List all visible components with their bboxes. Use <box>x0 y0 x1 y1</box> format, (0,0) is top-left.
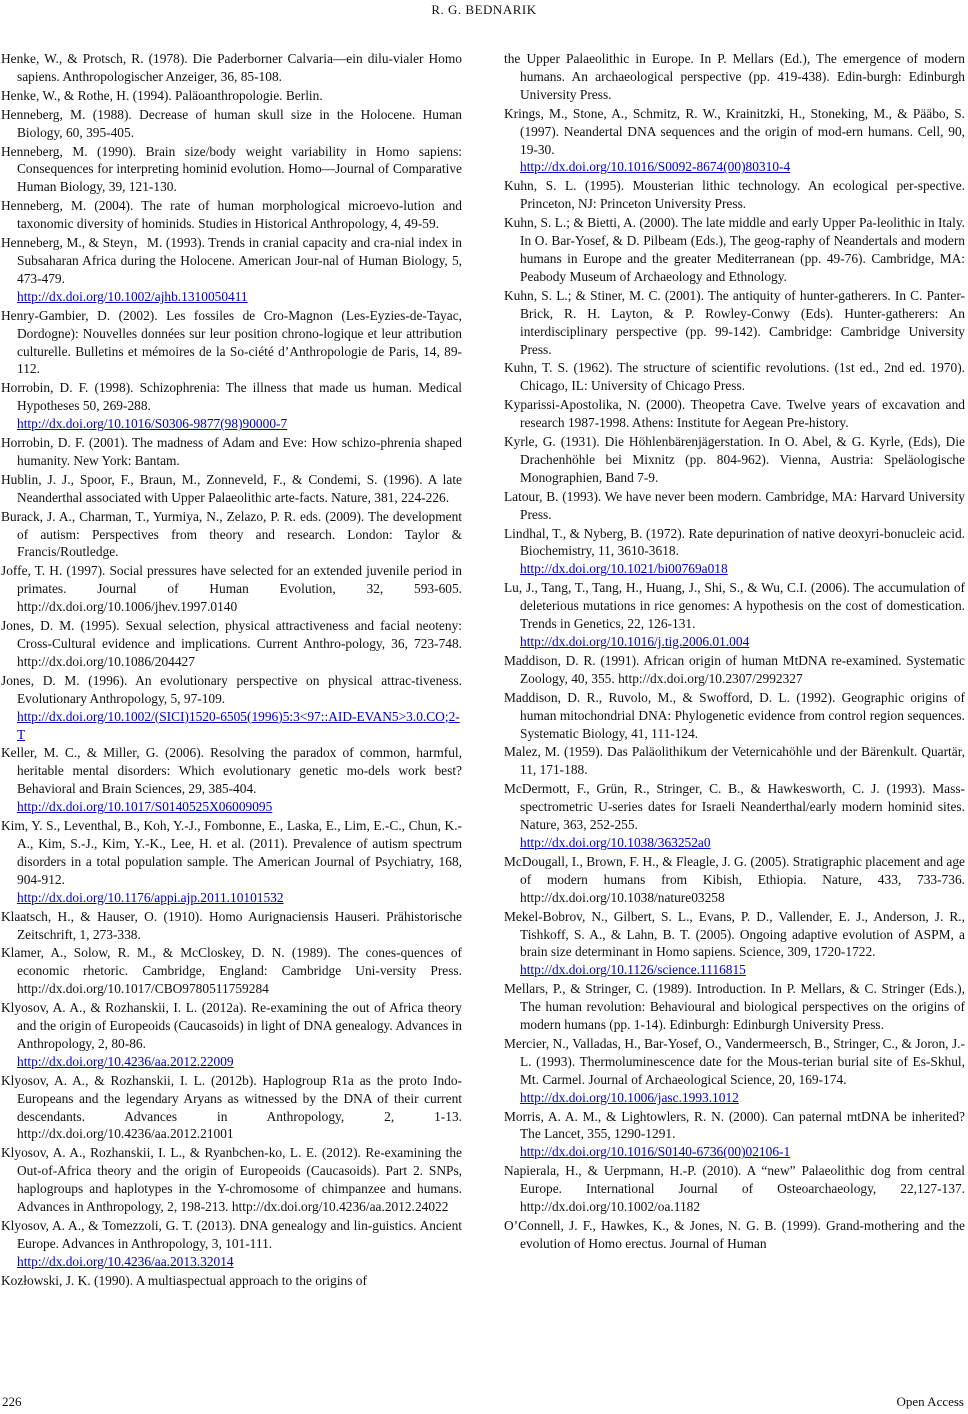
reference-entry: Henneberg, M. (2004). The rate of human morphological microevo-lution and taxonomic diversity of hominids. Studies in Historical Anthropology, 4, 49-59. <box>1 198 462 232</box>
reference-entry: Klyosov, A. A., & Tomezzoli, G. T. (2013). DNA genealogy and lin-guistics. Ancient Europe. Advances in Anthropology, 3, 101-111. http://dx.doi.org/10.4236/aa.2013.32014 <box>1 1218 462 1269</box>
doi-link[interactable]: http://dx.doi.org/10.1038/363252a0 <box>520 834 711 850</box>
reference-entry: Horrobin, D. F. (2001). The madness of Adam and Eve: How schizo-phrenia shaped humanity. New York: Bantam. <box>1 435 462 468</box>
reference-entry: Maddison, D. R., Ruvolo, M., & Swofford, D. L. (1992). Geographic origins of human mitochondrial DNA: Phylogenetic evidence from control region sequences. Systematic Biology, 41, 111-124. <box>504 689 965 741</box>
reference-entry: Joffe, T. H. (1997). Social pressures have selected for an extended juvenile period in primates. Journal of Human Evolution, 32, 593-605. http://dx.doi.org/10.1006/jhev.1997.0140 <box>1 563 462 615</box>
page-number: 226 <box>2 1394 22 1409</box>
reference-entry: Klyosov, A. A., & Rozhanskii, I. L. (2012a). Re-examining the out of Africa theory and the origin of Europeoids (Caucasoids) in light of DNA genealogy. Advances in Anthropology, 2, 80-86. http://dx.doi.org/10.4236/aa.2012.22009 <box>1 1000 462 1069</box>
reference-entry: Jones, D. M. (1995). Sexual selection, physical attractiveness and facial neoteny: Cross-Cultural evidence and implications. Current Anthro-pology, 36, 723-748. http://dx.doi.org/10.1086/204427 <box>1 618 462 669</box>
reference-entry: Henneberg, M., & Steyn，M. (1993). Trends in cranial capacity and cra-nial index in Subsaharan Africa during the Holocene. American Jour-nal of Human Biology, 5, 473-479. http://dx.doi.org/10.1002/ajhb.1310050411 <box>1 235 462 304</box>
reference-entry: Malez, M. (1959). Das Paläolithikum der Veternicahöhle und der Bärenkult. Quartär, 11, 171-188. <box>504 744 965 778</box>
reference-entry: Lindhal, T., & Nyberg, B. (1972). Rate depurination of native deoxyri-bonucleic acid. Biochemistry, 11, 3610-3618. http://dx.doi.org/10.1021/bi00769a018 <box>504 525 965 577</box>
reference-entry: Kuhn, T. S. (1962). The structure of scientific revolutions. (1st ed., 2nd ed. 1970). Chicago, IL: University of Chicago Press. <box>504 360 965 394</box>
reference-entry: Henke, W., & Rothe, H. (1994). Paläoanthropologie. Berlin. <box>1 87 323 103</box>
reference-entry: the Upper Palaeolithic in Europe. In P. Mellars (Ed.), The emergence of modern humans. An archaeological perspective (pp. 419-438). Edin-burgh: Edinburgh University Press. <box>504 51 965 102</box>
reference-entry: McDermott, F., Grün, R., Stringer, C. B., & Hawkesworth, C. J. (1993). Mass-spectrometric U-series dates for Israeli Neanderthal/early modern hominid sites. Nature, 363, 252-255. http://dx.doi.org/10.1038/363252a0 <box>504 781 965 850</box>
reference-entry: Kim, Y. S., Leventhal, B., Koh, Y.-J., Fombonne, E., Laska, E., Lim, E.-C., Chun, K.-A., Kim, S.-J., Kim, Y.-K., Lee, H. et al. (2011). Prevalence of autism spectrum disorders in a total population sample. The American Journal of Psychiatry, 168, 904-912. http://dx.doi.org/10.1176/appi.ajp.2011.10101532 <box>1 818 462 905</box>
reference-entry: Kuhn, S. L.; & Bietti, A. (2000). The late middle and early Upper Pa-leolithic in Italy. In O. Bar-Yosef, & D. Pilbeam (Eds.), The geog-raphy of Neandertals and modern humans in Europe and the greater Mediterranean (pp. 49-76). Cambridge, MA: Peabody Museum of Archaeology and Ethnology. <box>504 215 965 284</box>
reference-entry: Klyosov, A. A., & Rozhanskii, I. L. (2012b). Haplogroup R1a as the proto Indo-Europeans and the legendary Aryans as witnessed by the DNA of their current descendants. Advances in Anthropology, 2, 1-13. http://dx.doi.org/10.4236/aa.2012.21001 <box>1 1072 462 1142</box>
reference-entry: Jones, D. M. (1996). An evolutionary perspective on physical attrac-tiveness. Evolutionary Anthropology, 5, 97-109. http://dx.doi.org/10.1002/(SICI)1520-6505(1996)5:3<97::AID-EVAN5>3.0.CO;2-T <box>1 672 462 742</box>
reference-entry: Kyparissi-Apostolika, N. (2000). Theopetra Cave. Twelve years of excavation and research 1987-1998. Athens: Institute for Aegean Pre-history. <box>504 397 965 431</box>
reference-entry: Henneberg, M. (1990). Brain size/body weight variability in Homo sapiens: Consequences for interpreting hominid evolution. Homo—Journal of Comparative Human Biology, 39, 121-130. <box>1 143 462 195</box>
reference-entry: Kyrle, G. (1931). Die Höhlenbärenjägerstation. In O. Abel, & G. Kyrle, (Eds), Die Drachenhöhle bei Mixnitz (pp. 804-962). Vienna, Austria: Speläologische Monographien, Band 7-9. <box>504 434 965 485</box>
reference-entry: Hublin, J. J., Spoor, F., Braun, M., Zonneveld, F., & Condemi, S. (1996). A late Neanderthal associated with Upper Palaeolithic arte-facts. Nature, 381, 224-226. <box>1 471 462 505</box>
reference-entry: Henry-Gambier, D. (2002). Les fossiles de Cro-Magnon (Les-Eyzies-de-Tayac, Dordogne): Nouvelles données sur leur position chrono-logique et leur attribution culturelle. Bulletins et mémoires de la So-ciété d’Anthropologie de Paris, 14, 89-112. <box>1 307 462 377</box>
reference-entry: Lu, J., Tang, T., Tang, H., Huang, J., Shi, S., & Wu, C.I. (2006). The accumulation of deleterious mutations in rice genomes: A hypothesis on the cost of domestication. Trends in Genetics, 22, 126-131. http://dx.doi.org/10.1016/j.tig.2006.01.004 <box>504 580 965 649</box>
publisher-label: Open Access <box>896 1394 964 1409</box>
left-column <box>1 50 462 1291</box>
reference-entry: Klaatsch, H., & Hauser, O. (1910). Homo Aurignaciensis Hauseri. Prähistorische Zeitschrift, 1, 273-338. <box>1 908 462 942</box>
doi-link[interactable]: http://dx.doi.org/10.1006/jasc.1993.1012 <box>520 1089 739 1105</box>
reference-entry: Henneberg, M. (1988). Decrease of human skull size in the Holocene. Human Biology, 60, 395-405. <box>1 106 462 140</box>
reference-entry: Kozłowski, J. K. (1990). A multiaspectual approach to the origins of <box>1 1272 367 1288</box>
doi-link[interactable]: http://dx.doi.org/10.1016/S0092-8674(00)80310-4 <box>520 159 791 175</box>
reference-entry: Klamer, A., Solow, R. M., & McCloskey, D. N. (1989). The cones-quences of economic rhetoric. Cambridge, England: Cambridge Uni-versity Press. http://dx.doi.org/10.1017/CBO9780511759284 <box>1 945 462 997</box>
running-header: R. G. BEDNARIK <box>431 2 537 17</box>
doi-link[interactable]: http://dx.doi.org/10.1176/appi.ajp.2011.10101532 <box>17 889 284 905</box>
reference-entry: Krings, M., Stone, A., Schmitz, R. W., Krainitzki, H., Stoneking, M., & Pääbo, S. (1997). Neandertal DNA sequences and the origin of mod-ern humans. Cell, 90, 19-30. http://dx.doi.org/10.1016/S0092-8674(00)80310-4 <box>504 105 965 175</box>
reference-entry: Mellars, P., & Stringer, C. (1989). Introduction. In P. Mellars, & C. Stringer (Eds.), The human revolution: Behavioural and biological perspectives on the origins of modern humans (pp. 1-14). Edinburgh: Edinburgh University Press. <box>504 981 965 1033</box>
reference-entry: McDougall, I., Brown, F. H., & Fleagle, J. G. (2005). Stratigraphic placement and age of modern humans from Kibish, Ethiopia. Nature, 433, 733-736. http://dx.doi.org/10.1038/nature03258 <box>504 853 965 905</box>
reference-entry: Maddison, D. R. (1991). African origin of human MtDNA re-examined. Systematic Zoology, 40, 355. http://dx.doi.org/10.2307/2992327 <box>504 652 965 686</box>
reference-entry: Kuhn, S. L. (1995). Mousterian lithic technology. An ecological per-spective. Princeton, NJ: Princeton University Press. <box>504 178 965 212</box>
doi-link[interactable]: http://dx.doi.org/10.4236/aa.2013.32014 <box>17 1253 234 1269</box>
reference-entry: Latour, B. (1993). We have never been modern. Cambridge, MA: Harvard University Press. <box>504 488 965 522</box>
doi-link[interactable]: http://dx.doi.org/10.1002/(SICI)1520-6505(1996)5:3<97::AID-EVAN5>3.0.CO;2-T <box>17 708 460 742</box>
doi-link[interactable]: http://dx.doi.org/10.1016/S0140-6736(00)02106-1 <box>520 1144 791 1160</box>
reference-entry: Henke, W., & Protsch, R. (1978). Die Paderborner Calvaria—ein dilu-vialer Homo sapiens. Anthropologischer Anzeiger, 36, 85-108. <box>1 51 462 84</box>
reference-entry: Morris, A. A. M., & Lightowlers, R. N. (2000). Can paternal mtDNA be inherited? The Lancet, 355, 1290-1291. http://dx.doi.org/10.1016/S0140-6736(00)02106-1 <box>504 1108 965 1160</box>
reference-entry: Napierala, H., & Uerpmann, H.-P. (2010). A “new” Palaeolithic dog from central Europe. International Journal of Osteoarchaeology, 22,127-137. http://dx.doi.org/10.1002/oa.1182 <box>504 1163 965 1215</box>
doi-link[interactable]: http://dx.doi.org/10.1021/bi00769a018 <box>520 561 728 577</box>
reference-entry: Burack, J. A., Charman, T., Yurmiya, N., Zelazo, P. R. eds. (2009). The development of autism: Perspectives from theory and research. London: Taylor & Francis/Routledge. <box>1 508 462 560</box>
reference-entry: Kuhn, S. L.; & Stiner, M. C. (2001). The antiquity of hunter-gatherers. In C. Panter-Brick, R. H. Layton, & P. Rowley-Conwy (Eds). Hunter-gatherers: An interdisciplinary perspective (pp. 99-142). Cambridge: Cambridge University Press. <box>504 287 965 357</box>
reference-entry: Mercier, N., Valladas, H., Bar-Yosef, O., Vandermeersch, B., Stringer, C., & Joron, J.-L. (1993). Thermoluminescence date for the Mous-terian burial site of Es-Skhul, Mt. Carmel. Journal of Archaeological Science, 20, 169-174. http://dx.doi.org/10.1006/jasc.1993.1012 <box>504 1035 965 1105</box>
reference-entry: Mekel-Bobrov, N., Gilbert, S. L., Evans, P. D., Vallender, E. J., Anderson, J. R., Tishkoff, S. A., & Lahn, B. T. (2005). Ongoing adaptive evolution of ASPM, a brain size determinant in Homo sapiens. Science, 309, 1720-1722. http://dx.doi.org/10.1126/science.1116815 <box>504 908 965 978</box>
doi-link[interactable]: http://dx.doi.org/10.4236/aa.2012.22009 <box>17 1053 234 1069</box>
reference-entry: Keller, M. C., & Miller, G. (2006). Resolving the paradox of common, harmful, heritable mental disorders: Which evolutionary genetic mo-dels work best? Behavioral and Brain Sciences, 29, 385-404. http://dx.doi.org/10.1017/S0140525X06009095 <box>1 745 462 815</box>
doi-link[interactable]: http://dx.doi.org/10.1017/S0140525X06009095 <box>17 799 273 815</box>
doi-link[interactable]: http://dx.doi.org/10.1126/science.1116815 <box>520 962 746 978</box>
doi-link[interactable]: http://dx.doi.org/10.1002/ajhb.1310050411 <box>17 288 248 304</box>
doi-link[interactable]: http://dx.doi.org/10.1016/j.tig.2006.01.004 <box>520 634 750 649</box>
reference-entry: O’Connell, J. F., Hawkes, K., & Jones, N. G. B. (1999). Grand-mothering and the evolution of Homo erectus. Journal of Human <box>504 1218 965 1251</box>
reference-entry: Horrobin, D. F. (1998). Schizophrenia: The illness that made us human. Medical Hypotheses 50, 269-288. http://dx.doi.org/10.1016/S0306-9877(98)90000-7 <box>1 380 462 432</box>
reference-entry: Klyosov, A. A., Rozhanskii, I. L., & Ryanbchen-ko, L. E. (2012). Re-examining the Out-of-Africa theory and the origin of Europeoids (Caucasoids). Part 2. SNPs, haplogroups and haplotypes in the Y-chromosome of chimpanzee and humans. Advances in Anthropology, 2, 198-213. http://dx.doi.org/10.4236/aa.2012.24022 <box>1 1145 462 1215</box>
right-column <box>504 50 965 1254</box>
doi-link[interactable]: http://dx.doi.org/10.1016/S0306-9877(98)90000-7 <box>17 416 288 432</box>
